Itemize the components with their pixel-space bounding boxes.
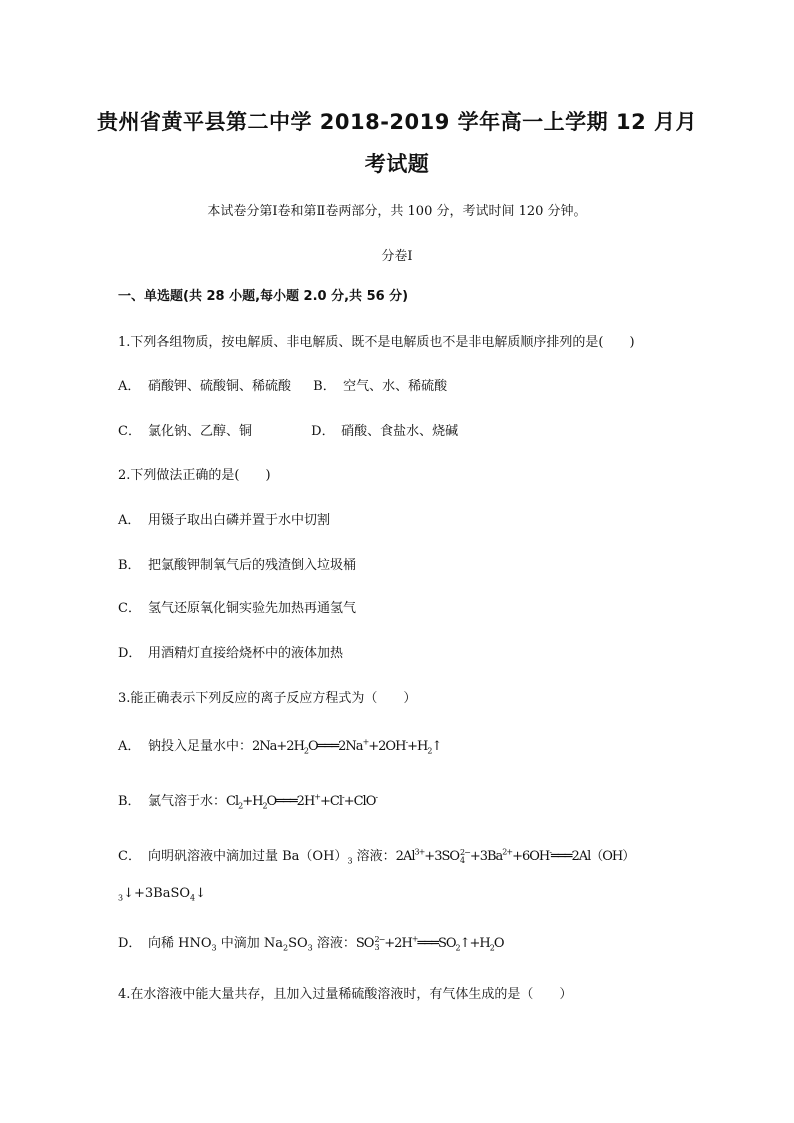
question-3-option-d: D． 向稀 $HNO_3$ 中滴加 $Na_2SO_3$ 溶液：SO 2− 3 $+2H^+═══SO_2↑+H_2O$ [118,934,504,953]
option-text: 钠投入足量水中： [148,739,253,754]
question-3-stem: 3.能正确表示下列反应的离子反应方程式为（ ） [118,691,417,706]
option-letter: A． [118,739,141,754]
part-label: 分卷Ⅰ [381,249,413,264]
question-1-stem: 1.下列各组物质，按电解质、非电解质、既不是电解质也不是非电解质顺序排列的是( ) [118,335,635,350]
option-letter: D． [118,936,142,951]
option-letter: C． [118,424,141,439]
option-text: 向稀 HNO [148,936,212,951]
question-3-option-a [118,738,441,756]
equation-b: $Cl_2+H_2O═══2H^++Cl^-+ClO^-$ [226,792,378,811]
option-letter: A． [118,379,141,394]
option-text: 向明矾溶液中滴加过量 Ba（OH） [148,849,348,864]
question-4-stem: 4.在水溶液中能大量共存，且加入过量稀硫酸溶液时，有气体生成的是（ ） [118,987,573,1002]
option-text: 把氯酸钾制氧气后的残渣倒入垃圾桶 [148,558,357,573]
section-heading: 一、单选题(共 28 小题,每小题 2.0 分,共 56 分) [118,289,409,304]
equation-c: $2Al^{3+}+3SO$ 2− 4 $+3Ba^{2+}+6OH^-═══2Al(OH)$ [395,847,635,865]
question-2-option-a [118,512,330,530]
option-text: 硝酸、食盐水、烧碱 [341,424,459,439]
option-text: 空气、水、稀硫酸 [343,379,448,394]
option-text: 用酒精灯直接给烧杯中的液体加热 [148,646,344,661]
option-letter: B． [313,379,336,394]
option-letter: C． [118,849,141,864]
option-letter: C． [118,601,141,616]
equation-d: SO 2− 3 $+2H^+═══SO_2↑+H_2O$ [355,934,504,953]
question-2-option-b [118,557,356,575]
option-letter: B． [118,558,141,573]
option-letter: D． [118,646,142,661]
question-3-option-c-continued: $_3$↓+3BaSO$_4$↓ [118,886,207,903]
equation-a: $2Na+2H_2O═══2Na^++2OH^-+H_2↑$ [252,737,442,756]
exam-instructions: 本试卷分第Ⅰ卷和第Ⅱ卷两部分，共 100 分，考试时间 120 分钟。 [207,204,587,219]
document-title-line-1: 贵州省黄平县第二中学 2018-2019 学年高一上学期 12 月月 [96,110,698,134]
document-title-line-2: 考试题 [364,152,430,176]
option-text: 硝酸钾、硫酸铜、稀硫酸 [148,379,292,394]
option-letter: D． [311,424,335,439]
question-1-options-row-2 [118,423,458,441]
question-1-options-row-1 [118,378,447,396]
option-text: 氯化钠、乙醇、铜 [148,424,253,439]
question-2-option-c [118,600,356,618]
question-3-option-b [118,793,377,811]
option-letter: B． [118,794,141,809]
question-3-option-c: C． 向明矾溶液中滴加过量 $Ba(OH)_3$ 溶液：$2Al^{3+}+3SO$ 2− 4 $+3Ba^{2+}+6OH^-═══2Al(OH)$ [118,847,635,866]
question-2-option-d [118,645,343,663]
option-text: 氢气还原氧化铜实验先加热再通氢气 [148,601,357,616]
option-text: 氯气溶于水： [148,794,227,809]
option-text: 用镊子取出白磷并置于水中切割 [148,513,331,528]
option-letter: A． [118,513,141,528]
question-2-stem: 2.下列做法正确的是( ) [118,468,271,483]
